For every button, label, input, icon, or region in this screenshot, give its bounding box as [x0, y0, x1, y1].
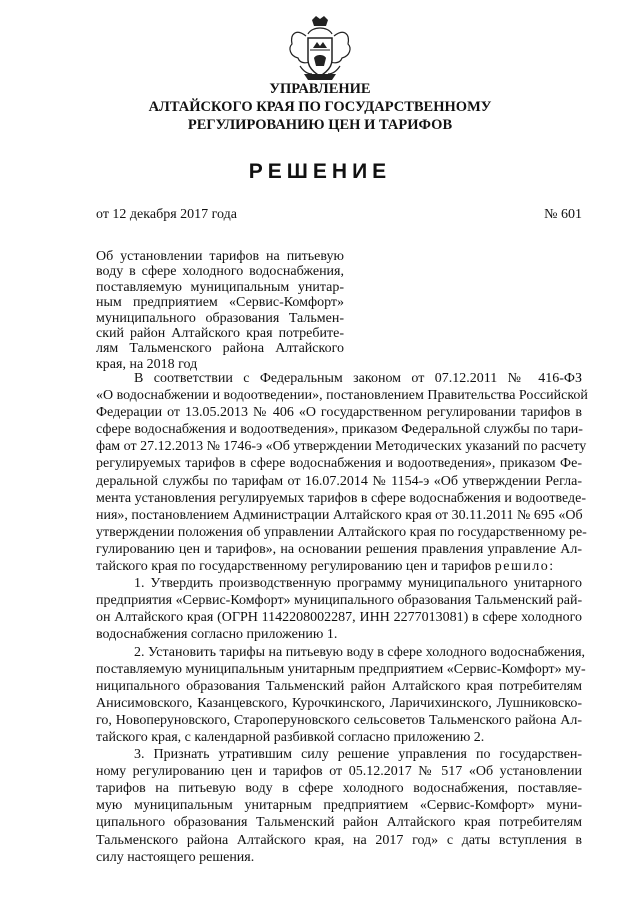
preamble-line: утверждении положения об управлении Алтайского края по государственному ре-: [96, 524, 587, 540]
subject-line: ский район Алтайского края потребите-: [96, 326, 344, 342]
subject-line: Об установлении тарифов на питьевую: [96, 249, 344, 264]
item1-line: предприятия «Сервис-Комфорт» муниципального образования Тальменский рай-: [96, 593, 583, 609]
preamble-line: гулированию цен и тарифов», на основании решения правления управление Ал-: [96, 541, 582, 557]
item3-line: 3. Признать утратившим силу решение управления по государствен-: [134, 747, 582, 763]
item1-line: он Алтайского края (ОГРН 1142208002287, ИНН 2277013081) в сфере холодного: [96, 610, 582, 626]
document-body: [96, 370, 588, 866]
org-line-3: РЕГУЛИРОВАНИЮ ЦЕН И ТАРИФОВ: [187, 117, 453, 133]
org-line-1: УПРАВЛЕНИЕ: [269, 81, 371, 97]
item2-line: 2. Установить тарифы на питьевую воду в сфере холодного водоснабжения,: [134, 644, 586, 660]
preamble-line-text: тайского края по государственному регулированию цен и тарифов: [96, 559, 492, 575]
subject-line: края, на 2018 год: [96, 356, 198, 372]
item3-line: силу настоящего решения.: [96, 849, 255, 865]
preamble-line: ния», постановлением Администрации Алтайского края от 30.11.2011 № 695 «Об: [96, 507, 583, 523]
subject-line: лям Тальменского района Алтайского: [96, 341, 344, 357]
preamble-line: Федерации от 13.05.2013 № 406 «О государственном регулировании тарифов в: [96, 405, 582, 421]
org-line-2: АЛТАЙСКОГО КРАЯ ПО ГОСУДАРСТВЕННОМУ: [148, 99, 492, 115]
coat-of-arms-emblem: [286, 14, 354, 86]
preamble-line: деральной службы по тарифам от 16.07.2014 № 1154-э «Об утверждении Регла-: [96, 473, 582, 489]
item3-line: ному регулированию цен и тарифов от 05.12.2017 № 517 «Об установлении: [96, 764, 582, 780]
item2-line: ниципального образования Тальменский район Алтайского края потребителям: [96, 678, 582, 694]
preamble-line: мента установления регулируемых тарифов в сфере водоснабжения и водоотведе-: [96, 490, 587, 506]
subject-line: муниципального образования Тальмен-: [96, 310, 344, 326]
preamble-line: сфере водоснабжения и водоотведения», приказом Федеральной службы по тари-: [96, 422, 583, 438]
item1-line: водоснабжения согласно приложению 1.: [96, 627, 338, 643]
item2-line: Анисимовского, Казанцевского, Курочкинского, Ларичихинского, Лушниковско-: [96, 695, 582, 711]
preamble-line: «О водоснабжении и водоотведении», постановлением Правительства Российской: [96, 388, 588, 404]
preamble-last-line: [96, 558, 582, 575]
item3-line: Тальменского района Алтайского края, на 2017 год» с даты вступления в: [96, 832, 582, 848]
item1-line: 1. Утвердить производственную программу муниципального унитарного: [134, 576, 582, 592]
organization-header: [0, 80, 640, 134]
item3-line: мую муниципальным унитарным предприятием «Сервис-Комфорт» муни-: [96, 798, 582, 814]
document-number: № 601: [544, 207, 582, 222]
document-type-title: РЕШЕНИЕ: [248, 160, 392, 183]
item2-line: тайского края, с календарной разбивкой согласно приложению 2.: [96, 729, 485, 745]
item2-line: поставляемую муниципальным унитарным предприятием «Сервис-Комфорт» му-: [96, 661, 586, 677]
subject-line: ным предприятием «Сервис-Комфорт»: [96, 295, 344, 311]
document-date: от 12 декабря 2017 года: [96, 207, 237, 222]
preamble-line: фам от 27.12.2013 № 1746-э «Об утверждении Методических указаний по расчету: [96, 439, 587, 455]
item2-line: го, Новоперуновского, Староперуновского сельсоветов Тальменского района Ал-: [96, 712, 582, 728]
subject-block: [96, 249, 344, 372]
subject-line: поставляемую муниципальным унитар-: [96, 279, 344, 295]
item3-line: ципального образования Тальменский район Алтайского края потребителям: [96, 815, 582, 831]
subject-line: воду в сфере холодного водоснабжения,: [96, 264, 344, 280]
preamble-line: В соответствии с Федеральным законом от 07.12.2011 № 416-ФЗ: [134, 371, 582, 386]
decided-word: решило:: [494, 559, 555, 575]
item3-line: тарифов на питьевую воду в сфере холодного водоснабжения, поставляе-: [96, 781, 582, 797]
preamble-line: регулируемых тарифов в сфере водоснабжения и водоотведения», приказом Фе-: [96, 456, 582, 472]
